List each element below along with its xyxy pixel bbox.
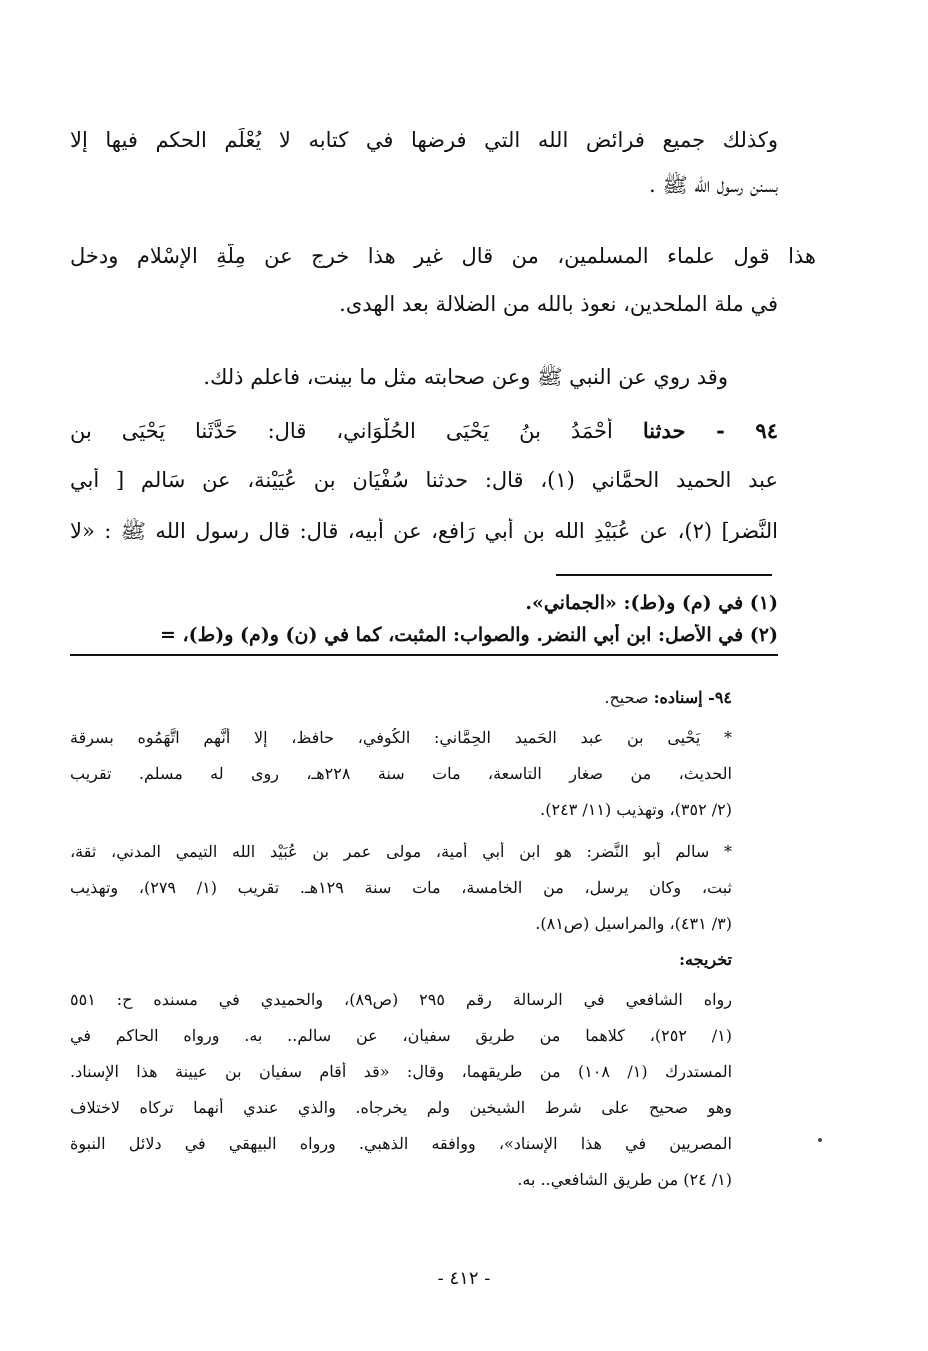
hadith-line-1-text: أَحْمَدُ بنُ يَحْيَى الحُلْوَاني، قال: حَدَّثَنا يَحْيَى بن bbox=[70, 419, 613, 443]
footnote-2: (٢) في الأصل: ابن أبي النضر. والصواب: المثبت، كما في (ن) و(م) و(ط)، = bbox=[160, 624, 778, 646]
page-number: - ٤١٢ - bbox=[437, 1268, 491, 1289]
bio-2-line-3: (٣/ ٤٣١)، والمراسيل (ص٨١). bbox=[535, 914, 732, 933]
takhrij-line-1: رواه الشافعي في الرسالة رقم ٢٩٥ (ص٨٩)، والحميدي في مسنده ح: ٥٥١ bbox=[70, 990, 732, 1009]
footnotes-bottom-rule bbox=[70, 654, 778, 656]
bio-1-line-1: * يَحْيى بن عبد الحَميد الحِمَّاني: الكُوفي، حافظ، إلا أنَّهم اتَّهَمُوه بسرقة bbox=[70, 728, 732, 747]
takhrij-line-5: المصريين في هذا الإسناد»، ووافقه الذهبي. ورواه البيهقي في دلائل النبوة bbox=[70, 1134, 732, 1153]
paragraph-1-line-1: وكذلك جميع فرائض الله التي فرضها في كتابه لا يُعْلَم الحكم فيها إلا bbox=[70, 128, 778, 152]
hadith-94-line-3: النَّضر] (٢)، عن عُبَيْدِ الله بن أبي رَافع، عن أبيه، قال: قال رسول الله ﷺ : «لا bbox=[70, 519, 778, 543]
bio-1-line-2: الحديث، من صغار التاسعة، مات سنة ٢٢٨هـ، روى له مسلم. تقريب bbox=[70, 764, 732, 783]
paragraph-1-line-2: بسنن رسول الله ﷺ . bbox=[648, 173, 778, 197]
isnad-value: صحيح. bbox=[604, 688, 649, 707]
scan-speck bbox=[818, 1138, 822, 1142]
paragraph-2-line-2: في ملة الملحدين، نعوذ بالله من الضلالة بعد الهدى. bbox=[339, 292, 778, 316]
takhrij-line-6: (١/ ٢٤) من طريق الشافعي.. به. bbox=[517, 1170, 732, 1189]
hadith-94-line-2: عبد الحميد الحمَّاني (١)، قال: حدثنا سُفْيَان بن عُيَيْنة، عن سَالم [ أبي bbox=[70, 468, 778, 492]
bio-2-line-2: ثبت، وكان يرسل، من الخامسة، مات سنة ١٢٩هـ. تقريب (١/ ٢٧٩)، وتهذيب bbox=[70, 878, 732, 897]
takhrij-line-3: المستدرك (١/ ١٠٨) من طريقهما، وقال: «قد أقام سفيان بن عيينة هذا الإسناد. bbox=[70, 1062, 732, 1081]
takhrij-line-4: وهو صحيح على شرط الشيخين ولم يخرجاه. والذي عندي أنهما تركاه لاختلاف bbox=[70, 1098, 732, 1117]
footnote-1: (١) في (م) و(ط): «الجماني». bbox=[525, 592, 778, 614]
bio-1-line-3: (٢/ ٣٥٢)، وتهذيب (١١/ ٢٤٣). bbox=[540, 800, 732, 819]
hadith-number: ٩٤ - حدثنا bbox=[642, 418, 778, 443]
footnote-separator bbox=[556, 574, 772, 576]
paragraph-3: وقد روي عن النبي ﷺ وعن صحابته مثل ما بينت، فاعلم ذلك. bbox=[203, 365, 728, 389]
hadith-94-line-1 bbox=[70, 418, 778, 443]
bio-2-line-1: * سالم أبو النَّضر: هو ابن أبي أمية، مولى عمر بن عُبَيْد الله التيمي المدني، ثقة، bbox=[70, 842, 732, 861]
takhrij-line-2: (١/ ٢٥٢)، كلاهما من طريق سفيان، عن سالم.. به. ورواه الحاكم في bbox=[70, 1026, 732, 1045]
isnad-line bbox=[70, 688, 732, 707]
takhrij-label: تخريجه: bbox=[679, 950, 732, 969]
paragraph-2-line-1: هذا قول علماء المسلمين، من قال غير هذا خرج عن مِلَّةِ الإسْلام ودخل bbox=[70, 244, 816, 268]
isnad-label: ٩٤- إسناده: bbox=[653, 688, 732, 707]
